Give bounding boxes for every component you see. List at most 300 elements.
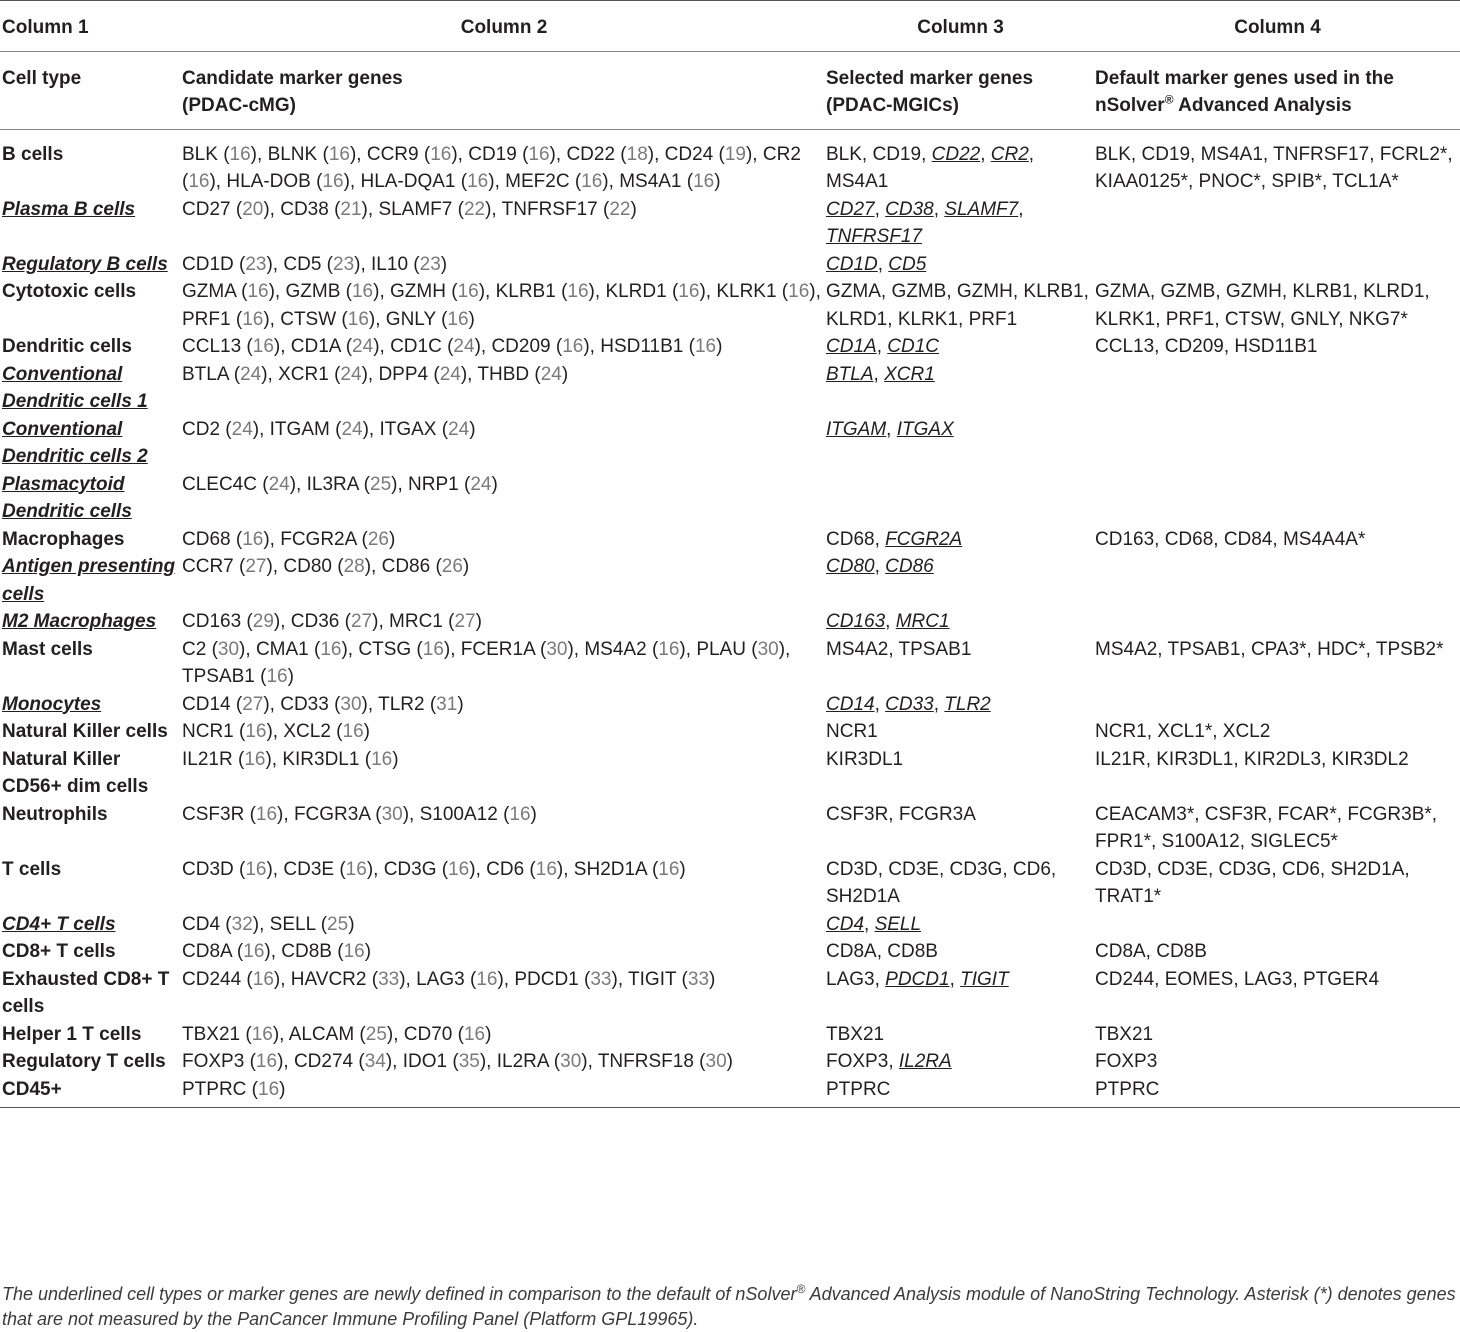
candidate-gene: CD3D: [182, 858, 234, 880]
reference-number: 26: [367, 528, 389, 550]
reference-number: 16: [245, 858, 267, 880]
cell-type: [0, 526, 182, 554]
candidate-genes: CSF3R (16), FCGR3A (30), S100A12 (16): [182, 803, 537, 825]
cell-type: [0, 1048, 182, 1076]
candidate-gene: SH2D1A: [573, 858, 647, 880]
candidate-gene: ITGAM: [269, 418, 330, 440]
candidate-gene: HSD11B1: [600, 336, 684, 357]
default-genes: [1095, 196, 1460, 251]
candidate-gene: IL21R: [182, 748, 233, 770]
selected-gene: FCGR2A: [885, 528, 963, 550]
cell-type: [0, 691, 182, 719]
candidate-genes: CD14 (27), CD33 (30), TLR2 (31): [182, 693, 464, 715]
reference-number: 27: [245, 556, 267, 577]
candidate-gene: CD8B: [281, 941, 332, 962]
reference-number: 16: [351, 281, 374, 302]
reference-number: 23: [333, 253, 355, 275]
column-4-header: Column 4: [1095, 1, 1460, 52]
selected-gene: TBX21: [826, 1023, 885, 1045]
candidate-genes: CD1D (23), CD5 (23), IL10 (23): [182, 253, 448, 275]
table-row: [0, 746, 1460, 801]
reference-number: 16: [430, 143, 452, 165]
reference-number: 16: [247, 281, 269, 302]
reference-number: 24: [540, 363, 562, 385]
reference-number: 30: [217, 638, 240, 660]
candidate-genes: CCL13 (16), CD1A (24), CD1C (24), CD209 (16), HSD11B1 (16): [182, 336, 723, 357]
reference-number: 25: [365, 1023, 387, 1045]
selected-genes: BTLA, XCR1: [826, 363, 935, 385]
selected-gene: TIGIT: [960, 968, 1009, 990]
selected-gene: SH2D1A: [826, 886, 900, 907]
candidate-gene: CD2: [182, 418, 221, 440]
candidate-gene: GZMB: [285, 281, 341, 302]
candidate-gene: TNFRSF18: [597, 1051, 694, 1072]
table-footnote: [2, 1282, 1458, 1332]
cell-type: [0, 251, 182, 279]
selected-gene: CR2: [990, 143, 1029, 165]
cell-type-label: Monocytes: [2, 693, 102, 715]
reference-number: 23: [419, 253, 441, 275]
column-2-header: Column 2: [182, 1, 826, 52]
reference-number: 16: [476, 968, 498, 990]
reference-number: 16: [457, 281, 479, 302]
selected-gene: CD27: [826, 198, 875, 220]
cell-type-label: Regulatory T cells: [2, 1051, 166, 1072]
reference-number: 16: [467, 171, 489, 192]
reference-number: 16: [343, 941, 365, 962]
reference-number: 16: [509, 803, 531, 825]
selected-gene: CSF3R: [826, 803, 889, 825]
cell-type: [0, 636, 182, 691]
table-row: [0, 361, 1460, 416]
table-row: [0, 938, 1460, 966]
candidate-gene: MRC1: [389, 611, 443, 632]
candidate-genes: NCR1 (16), XCL2 (16): [182, 721, 370, 742]
reference-number: 33: [378, 968, 400, 990]
selected-gene: CD1C: [887, 336, 939, 357]
selected-genes: ITGAM, ITGAX: [826, 418, 954, 440]
candidate-gene: SLAMF7: [378, 198, 453, 220]
default-genes-header-line2a: nSolver: [1095, 95, 1165, 116]
table-row: [0, 471, 1460, 526]
table-row: [0, 1021, 1460, 1049]
candidate-gene: CD274: [293, 1051, 354, 1072]
table-row: [0, 278, 1460, 333]
selected-gene: GZMH: [956, 281, 1013, 302]
candidate-gene: CD3E: [283, 858, 335, 880]
candidate-gene: MS4A2: [584, 638, 647, 660]
cell-type: [0, 746, 182, 801]
reference-number: 23: [245, 253, 267, 275]
reference-number: 29: [252, 611, 274, 632]
default-genes: CD244, EOMES, LAG3, PTGER4: [1095, 968, 1380, 990]
cell-type: [0, 361, 182, 416]
selected-gene: CD86: [885, 556, 934, 577]
candidate-gene: CD80: [283, 556, 332, 577]
column-3-header: Column 3: [826, 1, 1095, 52]
candidate-genes-header-line2: (PDAC-cMG): [182, 95, 296, 116]
selected-genes: [826, 718, 1095, 746]
candidate-gene: BTLA: [182, 363, 229, 385]
candidate-gene: CR2: [762, 143, 801, 165]
candidate-gene: NRP1: [408, 473, 459, 495]
selected-gene: CD6: [1012, 858, 1051, 880]
default-genes: IL21R, KIR3DL1, KIR2DL3, KIR3DL2: [1095, 748, 1409, 770]
table-row: [0, 251, 1460, 279]
candidate-gene: CD1C: [390, 336, 442, 357]
selected-genes: CD14, CD33, TLR2: [826, 693, 991, 715]
candidate-gene: PRF1: [182, 308, 231, 330]
footnote-part2: Advanced Analysis module of NanoString Technology. Asterisk (*) denotes genes that are not measured by the PanCancer Immune Profiling Panel (Platform GPL19965).: [2, 1284, 1456, 1329]
reference-number: 16: [258, 1078, 280, 1100]
cell-type-label: M2 Macrophages: [2, 611, 157, 632]
selected-gene: NCR1: [826, 721, 878, 742]
candidate-gene: TPSAB1: [182, 666, 255, 687]
default-genes: MS4A2, TPSAB1, CPA3*, HDC*, TPSB2*: [1095, 638, 1444, 660]
reference-number: 28: [343, 556, 365, 577]
selected-gene: CD19: [872, 143, 922, 165]
default-genes: [1095, 691, 1460, 719]
candidate-gene: CD8A: [182, 941, 232, 962]
selected-gene: ITGAM: [826, 418, 887, 440]
reference-number: 16: [252, 968, 274, 990]
candidate-gene: CD163: [182, 611, 242, 632]
selected-genes: LAG3, PDCD1, TIGIT: [826, 968, 1009, 990]
reference-number: 30: [546, 638, 568, 660]
table-row: [0, 333, 1460, 361]
selected-gene: CD22: [931, 143, 981, 165]
reference-number: 16: [567, 281, 589, 302]
default-genes: TBX21: [1095, 1023, 1154, 1045]
table-row: [0, 966, 1460, 1021]
reference-number: 32: [231, 913, 253, 935]
reference-number: 16: [255, 1051, 278, 1072]
selected-gene: SLAMF7: [944, 198, 1019, 220]
candidate-genes: CD8A (16), CD8B (16): [182, 941, 372, 962]
candidate-genes: CD163 (29), CD36 (27), MRC1 (27): [182, 611, 482, 632]
cell-type-label: Macrophages: [2, 528, 125, 550]
selected-gene: CD4: [826, 913, 865, 935]
table-row: [0, 801, 1460, 856]
reference-number: 35: [458, 1051, 480, 1072]
reference-number: 21: [340, 198, 362, 220]
reference-number: 24: [340, 363, 362, 385]
candidate-gene: CCL13: [182, 336, 242, 357]
reference-number: 24: [448, 418, 470, 440]
selected-gene: CD3G: [949, 858, 1003, 880]
reference-number: 16: [788, 281, 810, 302]
selected-gene: MS4A2: [826, 638, 889, 660]
table-row: [0, 526, 1460, 554]
reference-number: 27: [454, 611, 476, 632]
selected-genes: BLK, CD19, CD22, CR2, MS4A1: [826, 143, 1035, 192]
candidate-genes: FOXP3 (16), CD274 (34), IDO1 (35), IL2RA (30), TNFRSF18 (30): [182, 1051, 733, 1072]
table-header: [0, 1, 1460, 130]
reference-number: 26: [441, 556, 463, 577]
default-genes-header-line1: Default marker genes used in the: [1095, 67, 1394, 89]
selected-gene: PTPRC: [826, 1078, 891, 1100]
candidate-genes: CD27 (20), CD38 (21), SLAMF7 (22), TNFRSF17 (22): [182, 198, 637, 220]
reference-number: 24: [439, 363, 461, 385]
cell-type-label: Conventional Dendritic cells 2: [2, 418, 148, 467]
cell-type: [0, 196, 182, 251]
cell-type: [0, 416, 182, 471]
cell-type: [0, 966, 182, 1021]
reference-number: 18: [626, 143, 648, 165]
reference-number: 25: [327, 913, 349, 935]
selected-genes: CD80, CD86: [826, 556, 934, 577]
table-row: [0, 691, 1460, 719]
table-row: [0, 416, 1460, 471]
candidate-gene: CD209: [491, 336, 551, 357]
candidate-gene: CD22: [566, 143, 616, 165]
reference-number: 16: [447, 308, 469, 330]
selected-gene: MRC1: [895, 611, 950, 632]
cell-type-label: Regulatory B cells: [2, 253, 168, 275]
selected-gene: CD8A: [826, 941, 877, 962]
candidate-gene: PLAU: [696, 638, 746, 660]
reference-number: 16: [581, 171, 603, 192]
default-genes: PTPRC: [1095, 1076, 1460, 1108]
cell-type-label: T cells: [2, 858, 62, 880]
cell-type: [0, 718, 182, 746]
candidate-gene: CD33: [280, 693, 329, 715]
reference-number: 30: [560, 1051, 582, 1072]
reference-number: 16: [322, 171, 344, 192]
candidate-gene: XCR1: [278, 363, 329, 385]
candidate-gene: CD38: [280, 198, 329, 220]
default-genes: CEACAM3*, CSF3R, FCAR*, FCGR3B*, FPR1*, S100A12, SIGLEC5*: [1095, 803, 1438, 852]
reference-number: 16: [345, 858, 367, 880]
default-genes: CD3D, CD3E, CD3G, CD6, SH2D1A, TRAT1*: [1095, 858, 1410, 907]
candidate-gene: CTSG: [358, 638, 412, 660]
candidate-gene: FOXP3: [182, 1051, 245, 1072]
candidate-gene: S100A12: [419, 803, 498, 825]
selected-gene: KLRK1: [897, 308, 959, 330]
cell-type: [0, 553, 182, 608]
candidate-gene: HAVCR2: [290, 968, 367, 990]
selected-gene: TNFRSF17: [826, 226, 923, 247]
default-genes: [1095, 361, 1460, 416]
selected-gene: KLRB1: [1023, 281, 1084, 302]
candidate-gene: NCR1: [182, 721, 234, 742]
default-genes: GZMA, GZMB, GZMH, KLRB1, KLRD1, KLRK1, PRF1, CTSW, GNLY, NKG7*: [1095, 281, 1430, 330]
cell-type: [0, 801, 182, 856]
default-genes: [1095, 471, 1460, 526]
candidate-genes: CLEC4C (24), IL3RA (25), NRP1 (24): [182, 473, 498, 495]
selected-gene: CD3D: [826, 858, 878, 880]
reference-number: 24: [453, 336, 475, 357]
candidate-gene: CMA1: [255, 638, 309, 660]
candidate-gene: CD27: [182, 198, 231, 220]
candidate-gene: TLR2: [378, 693, 425, 715]
table-row: [0, 608, 1460, 636]
cell-type: [0, 333, 182, 361]
candidate-gene: TBX21: [182, 1023, 241, 1045]
reference-number: 33: [590, 968, 612, 990]
candidate-genes: BLK (16), BLNK (16), CCR9 (16), CD19 (16), CD22 (18), CD24 (19), CR2 (16), HLA-DOB (16), HLA-DQA1 (16), MEF2C (16), MS4A1 (16): [182, 143, 801, 192]
selected-genes-header: [826, 51, 1095, 129]
candidate-gene: CD24: [664, 143, 714, 165]
candidate-gene: THBD: [477, 363, 530, 385]
default-genes-header-line2b: Advanced Analysis: [1173, 95, 1352, 116]
selected-genes: CD1D, CD5: [826, 253, 927, 275]
candidate-gene: CD68: [182, 528, 231, 550]
table-row: [0, 196, 1460, 251]
reference-number: 16: [422, 638, 444, 660]
candidate-gene: CLEC4C: [182, 473, 257, 495]
reference-number: 16: [266, 666, 288, 687]
reference-number: 16: [535, 858, 557, 880]
selected-genes: [826, 471, 1095, 526]
cell-type-label: Helper 1 T cells: [2, 1023, 142, 1045]
selected-gene: PRF1: [968, 308, 1018, 330]
candidate-genes: TBX21 (16), ALCAM (25), CD70 (16): [182, 1023, 492, 1045]
reference-number: 22: [463, 198, 486, 220]
reference-number: 33: [687, 968, 710, 990]
candidate-genes: CD68 (16), FCGR2A (26): [182, 528, 396, 550]
candidate-gene: ITGAX: [379, 418, 437, 440]
table-row: [0, 1048, 1460, 1076]
cell-type-label: B cells: [2, 143, 64, 165]
candidate-gene: MEF2C: [505, 171, 570, 192]
default-genes: [1095, 416, 1460, 471]
default-genes: CD8A, CD8B: [1095, 941, 1207, 962]
table-row: [0, 856, 1460, 911]
selected-genes: CD1A, CD1C: [826, 336, 939, 357]
selected-gene: CD5: [888, 253, 927, 275]
reference-number: 16: [328, 143, 350, 165]
reference-number: 31: [436, 693, 458, 715]
cell-type-label: Neutrophils: [2, 803, 108, 825]
cell-type: [0, 856, 182, 911]
selected-gene: CD163: [826, 611, 886, 632]
cell-type-label: Plasmacytoid Dendritic cells: [2, 473, 132, 522]
selected-genes: CSF3R, FCGR3A: [826, 803, 976, 825]
candidate-gene: FCER1A: [460, 638, 535, 660]
candidate-gene: CCR9: [366, 143, 419, 165]
candidate-gene: BLNK: [267, 143, 318, 165]
candidate-gene: CD86: [381, 556, 431, 577]
selected-gene: TLR2: [944, 693, 991, 715]
candidate-genes-header-line1: Candidate marker genes: [182, 67, 403, 89]
selected-gene: LAG3: [826, 968, 875, 990]
selected-gene: GZMB: [891, 281, 947, 302]
cell-type: [0, 911, 182, 939]
candidate-gene: IL3RA: [306, 473, 359, 495]
reference-number: 24: [268, 473, 290, 495]
reference-number: 16: [245, 721, 267, 742]
selected-genes: CD68, FCGR2A: [826, 528, 963, 550]
candidate-gene: CD36: [290, 611, 340, 632]
candidate-genes: PTPRC (16): [182, 1076, 826, 1108]
reference-number: 16: [693, 171, 715, 192]
reference-number: 16: [342, 721, 364, 742]
reference-number: 16: [448, 858, 470, 880]
selected-gene: TPSAB1: [898, 638, 972, 660]
cell-type-label: Natural Killer CD56+ dim cells: [2, 748, 149, 797]
selected-genes-header-line1: Selected marker genes: [826, 67, 1034, 89]
footnote-registered-mark: ®: [796, 1282, 806, 1296]
table-body: [0, 129, 1460, 1108]
cell-type: [0, 1021, 182, 1049]
column-title-row: [0, 51, 1460, 129]
reference-number: 20: [242, 198, 264, 220]
reference-number: 16: [528, 143, 550, 165]
candidate-gene: CD244: [182, 968, 242, 990]
selected-gene: CD1A: [826, 336, 877, 357]
selected-gene: CD33: [885, 693, 934, 715]
candidate-gene: SELL: [269, 913, 316, 935]
cell-type-header: Cell type: [0, 51, 182, 129]
selected-gene: CD1D: [826, 253, 878, 275]
candidate-gene: GZMA: [182, 281, 236, 302]
reference-number: 16: [243, 941, 265, 962]
reference-number: 16: [229, 143, 251, 165]
candidate-gene: CD14: [182, 693, 231, 715]
candidate-gene: DPP4: [378, 363, 429, 385]
cell-type-label: Cytotoxic cells: [2, 281, 137, 302]
selected-genes: FOXP3, IL2RA: [826, 1051, 952, 1072]
cell-type-label: Plasma B cells: [2, 198, 136, 220]
reference-number: 24: [352, 336, 374, 357]
candidate-genes: BTLA (24), XCR1 (24), DPP4 (24), THBD (24): [182, 363, 569, 385]
reference-number: 30: [340, 693, 362, 715]
selected-genes: CD8A, CD8B: [826, 941, 938, 962]
selected-gene: MS4A1: [826, 171, 889, 192]
table-row: [0, 1076, 1460, 1108]
candidate-gene: MS4A1: [619, 171, 682, 192]
selected-gene: CD68: [826, 528, 875, 550]
selected-gene: CD3E: [888, 858, 939, 880]
candidate-gene: CD1A: [290, 336, 341, 357]
candidate-gene: IL10: [371, 253, 409, 275]
candidate-genes-header: [182, 51, 826, 129]
default-genes: [1095, 553, 1460, 608]
candidate-gene: XCL2: [283, 721, 331, 742]
cell-type-label: Exhausted CD8+ T cells: [2, 968, 170, 1017]
cell-type: [0, 471, 182, 526]
reference-number: 25: [370, 473, 392, 495]
cell-type-label: CD8+ T cells: [2, 941, 116, 962]
reference-number: 16: [320, 638, 342, 660]
reference-number: 19: [724, 143, 746, 165]
registered-mark: ®: [1164, 92, 1174, 107]
selected-gene: IL2RA: [898, 1051, 952, 1072]
cell-type-label: Natural Killer cells: [2, 721, 168, 742]
default-genes: NCR1, XCL1*, XCL2: [1095, 721, 1271, 742]
candidate-genes: CD244 (16), HAVCR2 (33), LAG3 (16), PDCD1 (33), TIGIT (33): [182, 968, 716, 990]
candidate-gene: ALCAM: [288, 1023, 355, 1045]
candidate-genes: IL21R (16), KIR3DL1 (16): [182, 748, 399, 770]
reference-number: 24: [231, 418, 253, 440]
candidate-gene: FCGR2A: [280, 528, 357, 550]
cell-type-label: Dendritic cells: [2, 336, 132, 357]
cell-type: [0, 938, 182, 966]
column-1-header: Column 1: [0, 1, 182, 52]
cell-type: [0, 608, 182, 636]
candidate-gene: TIGIT: [628, 968, 677, 990]
candidate-gene: BLK: [182, 143, 218, 165]
reference-number: 16: [678, 281, 700, 302]
candidate-gene: HLA-DOB: [226, 171, 311, 192]
default-genes: [1095, 251, 1460, 279]
candidate-gene: CD1D: [182, 253, 234, 275]
table-row: [0, 553, 1460, 608]
selected-genes: CD4, SELL: [826, 913, 922, 935]
table-row: [0, 911, 1460, 939]
candidate-gene: HLA-DQA1: [360, 171, 456, 192]
